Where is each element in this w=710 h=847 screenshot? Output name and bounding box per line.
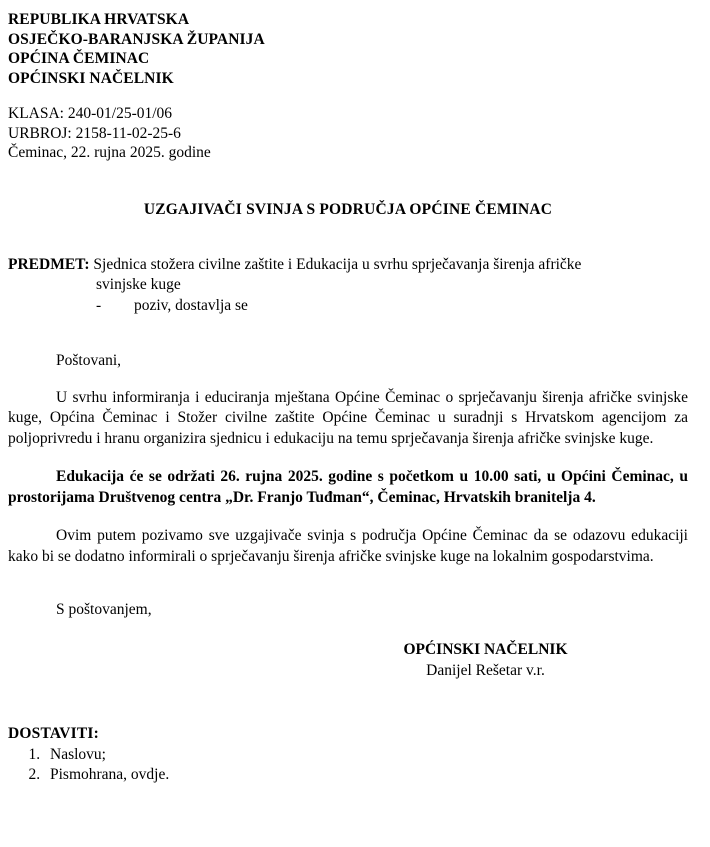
delivery-title: DOSTAVITI: [8,725,100,742]
subject-first-line [8,255,688,275]
closing-line: S poštovanjem, [56,601,152,618]
body-paragraph-1: U svrhu informiranja i educiranja mještana Općine Čeminac o sprječavanju širenja afričke svinjske kuge, Općina Čeminac i Stožer civilne zaštite Općine Čeminac u suradnji s Hrvatskom agencijom za poljoprivredu i hranu organizira sjednicu i edukaciju na temu sprječavanja širenja afričke svinjske kuge. [8,388,688,447]
letterhead-line-4: OPĆINSKI NAČELNIK [8,69,174,87]
signature-title: OPĆINSKI NAČELNIK [403,641,568,658]
delivery-block [8,725,688,785]
subject-text-line-1: Sjednica stožera civilne zaštite i Edukacija u svrhu sprječavanja širenja afričke [93,255,582,273]
reference-block [8,104,688,163]
bullet-text: poziv, dostavlja se [134,296,248,314]
list-item: 2. Pismohrana, ovdje. [44,765,688,785]
klasa-line: KLASA: 240-01/25-01/06 [8,105,173,122]
place-date-line: Čeminac, 22. rujna 2025. godine [8,144,211,161]
delivery-list [8,745,688,785]
subject-bullet-item [8,296,688,316]
subject-label: PREDMET: [8,255,90,273]
letterhead-line-3: OPĆINA ČEMINAC [8,50,150,67]
signature-block [8,639,688,681]
addressee-heading: UZGAJIVAČI SVINJA S PODRUČJA OPĆINE ČEMINAC [143,200,553,218]
body-paragraph-3: Ovim putem pozivamo sve uzgajivače svinja s područja Općine Čeminac da se odazovu edukaciji kako bi se dodatno informirali o sprječavanju širenja afričke svinjske kuge na lokalnim gospodarstvima. [8,527,688,565]
urbroj-line: URBROJ: 2158-11-02-25-6 [8,124,181,142]
bullet-dash: - [96,296,102,314]
greeting-line: Poštovani, [56,351,122,369]
signature-name: Danijel Rešetar v.r. [426,662,545,679]
list-item: 1. Naslovu; [44,745,688,765]
subject-text-line-2: svinjske kuge [96,275,181,293]
letterhead-line-2: OSJEČKO-BARANJSKA ŽUPANIJA [8,30,265,48]
body-paragraph-2: Edukacija će se održati 26. rujna 2025. godine s početkom u 10.00 sati, u Općini Čeminac, u prostorijama Društvenog centra „Dr. Franjo Tuđman“, Čeminac, Hrvatskih branitelja 4. [8,468,688,506]
letterhead-line-1: REPUBLIKA HRVATSKA [8,11,190,28]
subject-block [8,255,688,316]
letterhead [8,10,688,88]
